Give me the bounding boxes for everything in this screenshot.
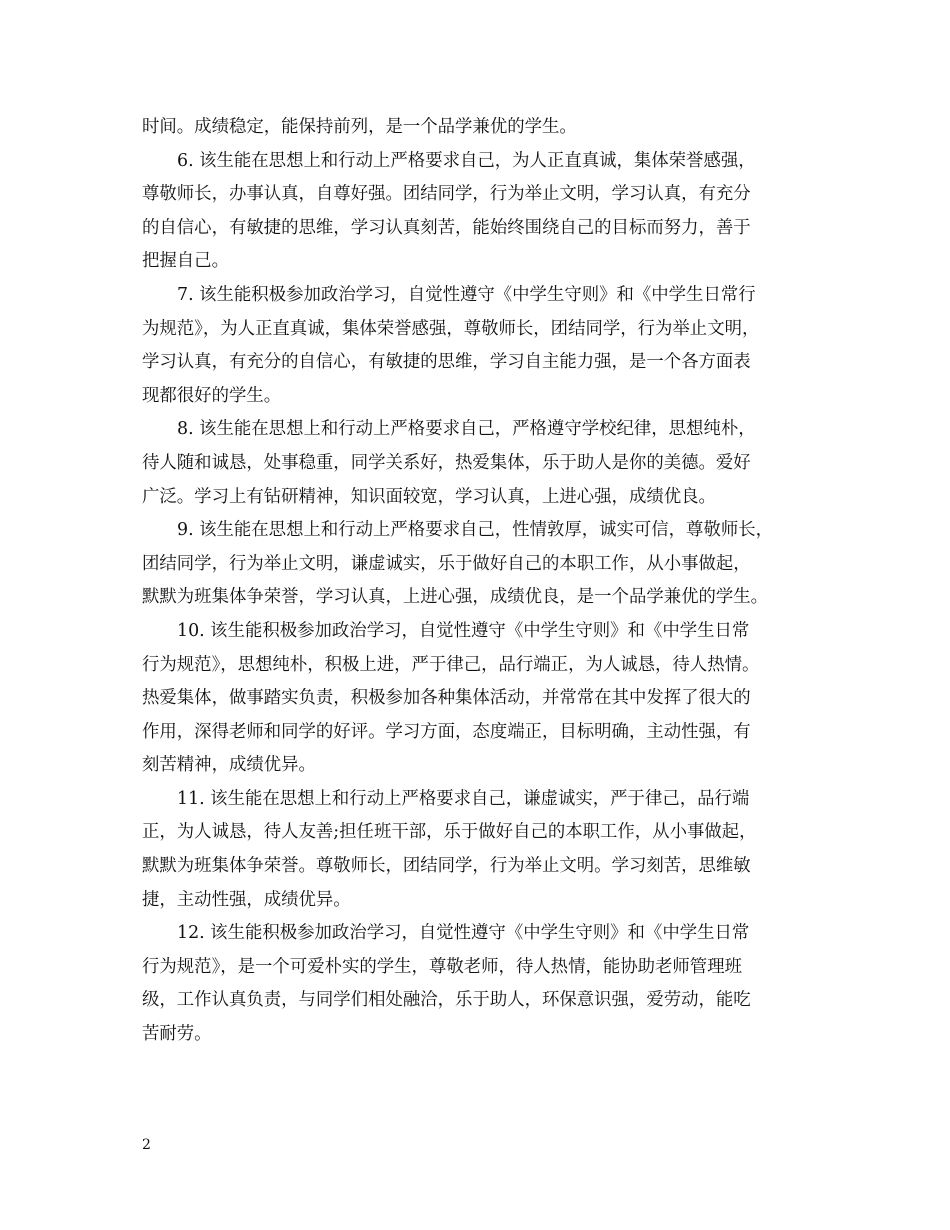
text-line: 行为规范》，是一个可爱朴实的学生，尊敬老师，待人热情，能协助老师管理班 (142, 956, 742, 977)
text-line: 12. 该生能积极参加政治学习，自觉性遵守《中学生守则》和《中学生日常 (177, 923, 750, 944)
text-line: 作用，深得老师和同学的好评。学习方面，态度端正，目标明确，主动性强，有 (142, 721, 751, 742)
text-line: 正，为人诚恳，待人友善;担任班干部，乐于做好自己的本职工作，从小事做起， (142, 822, 757, 843)
text-line: 时间。成绩稳定，能保持前列，是一个品学兼优的学生。 (142, 117, 577, 137)
text-line: 待人随和诚恳，处事稳重，同学关系好，热爱集体，乐于助人是你的美德。爱好 (142, 452, 751, 473)
text-line: 学习认真，有充分的自信心，有敏捷的思维，学习自主能力强，是一个各方面表 (142, 352, 751, 373)
text-line: 级，工作认真负责，与同学们相处融洽，乐于助人，环保意识强，爱劳动，能吃 (142, 990, 751, 1011)
page-number: 2 (142, 1137, 151, 1153)
text-line: 刻苦精神，成绩优异。 (142, 755, 316, 776)
text-line: 6. 该生能在思想上和行动上严格要求自己，为人正直真诚，集体荣誉感强， (177, 150, 756, 171)
text-line: 10. 该生能积极参加政治学习，自觉性遵守《中学生守则》和《中学生日常 (177, 620, 750, 641)
text-line: 7. 该生能积极参加政治学习，自觉性遵守《中学生守则》和《中学生日常行 (177, 284, 756, 305)
text-line: 8. 该生能在思想上和行动上严格要求自己，严格遵守学校纪律，思想纯朴， (177, 419, 756, 440)
text-line: 为规范》，为人正直真诚，集体荣誉感强，尊敬师长，团结同学，行为举止文明， (142, 318, 760, 339)
text-line: 9. 该生能在思想上和行动上严格要求自己，性情敦厚，诚实可信，尊敬师长， (177, 520, 774, 541)
text-line: 尊敬师长，办事认真，自尊好强。团结同学，行为举止文明，学习认真，有充分 (142, 184, 751, 205)
text-line: 热爱集体，做事踏实负责，积极参加各种集体活动，并常常在其中发挥了很大的 (142, 688, 751, 709)
text-line: 现都很好的学生。 (142, 385, 282, 406)
text-line: 广泛。学习上有钻研精神，知识面较宽，学习认真，上进心强，成绩优良。 (142, 486, 716, 507)
text-line: 行为规范》，思想纯朴，积极上进，严于律己，品行端正，为人诚恳，待人热情。 (142, 654, 760, 675)
text-line: 苦耐劳。 (142, 1024, 212, 1045)
text-line: 捷，主动性强，成绩优异。 (142, 889, 351, 910)
text-line: 默默为班集体争荣誉，学习认真，上进心强，成绩优良，是一个品学兼优的学生。 (142, 587, 769, 608)
text-line: 团结同学，行为举止文明，谦虚诚实，乐于做好自己的本职工作，从小事做起， (142, 553, 751, 574)
text-line: 的自信心，有敏捷的思维，学习认真刻苦，能始终围绕自己的目标而努力，善于 (142, 217, 751, 238)
text-line: 默默为班集体争荣誉。尊敬师长，团结同学，行为举止文明。学习刻苦，思维敏 (142, 856, 751, 877)
text-line: 把握自己。 (142, 251, 229, 272)
page-body (142, 111, 814, 1052)
text-line: 11. 该生能在思想上和行动上严格要求自己，谦虚诚实，严于律己，品行端 (177, 788, 750, 809)
